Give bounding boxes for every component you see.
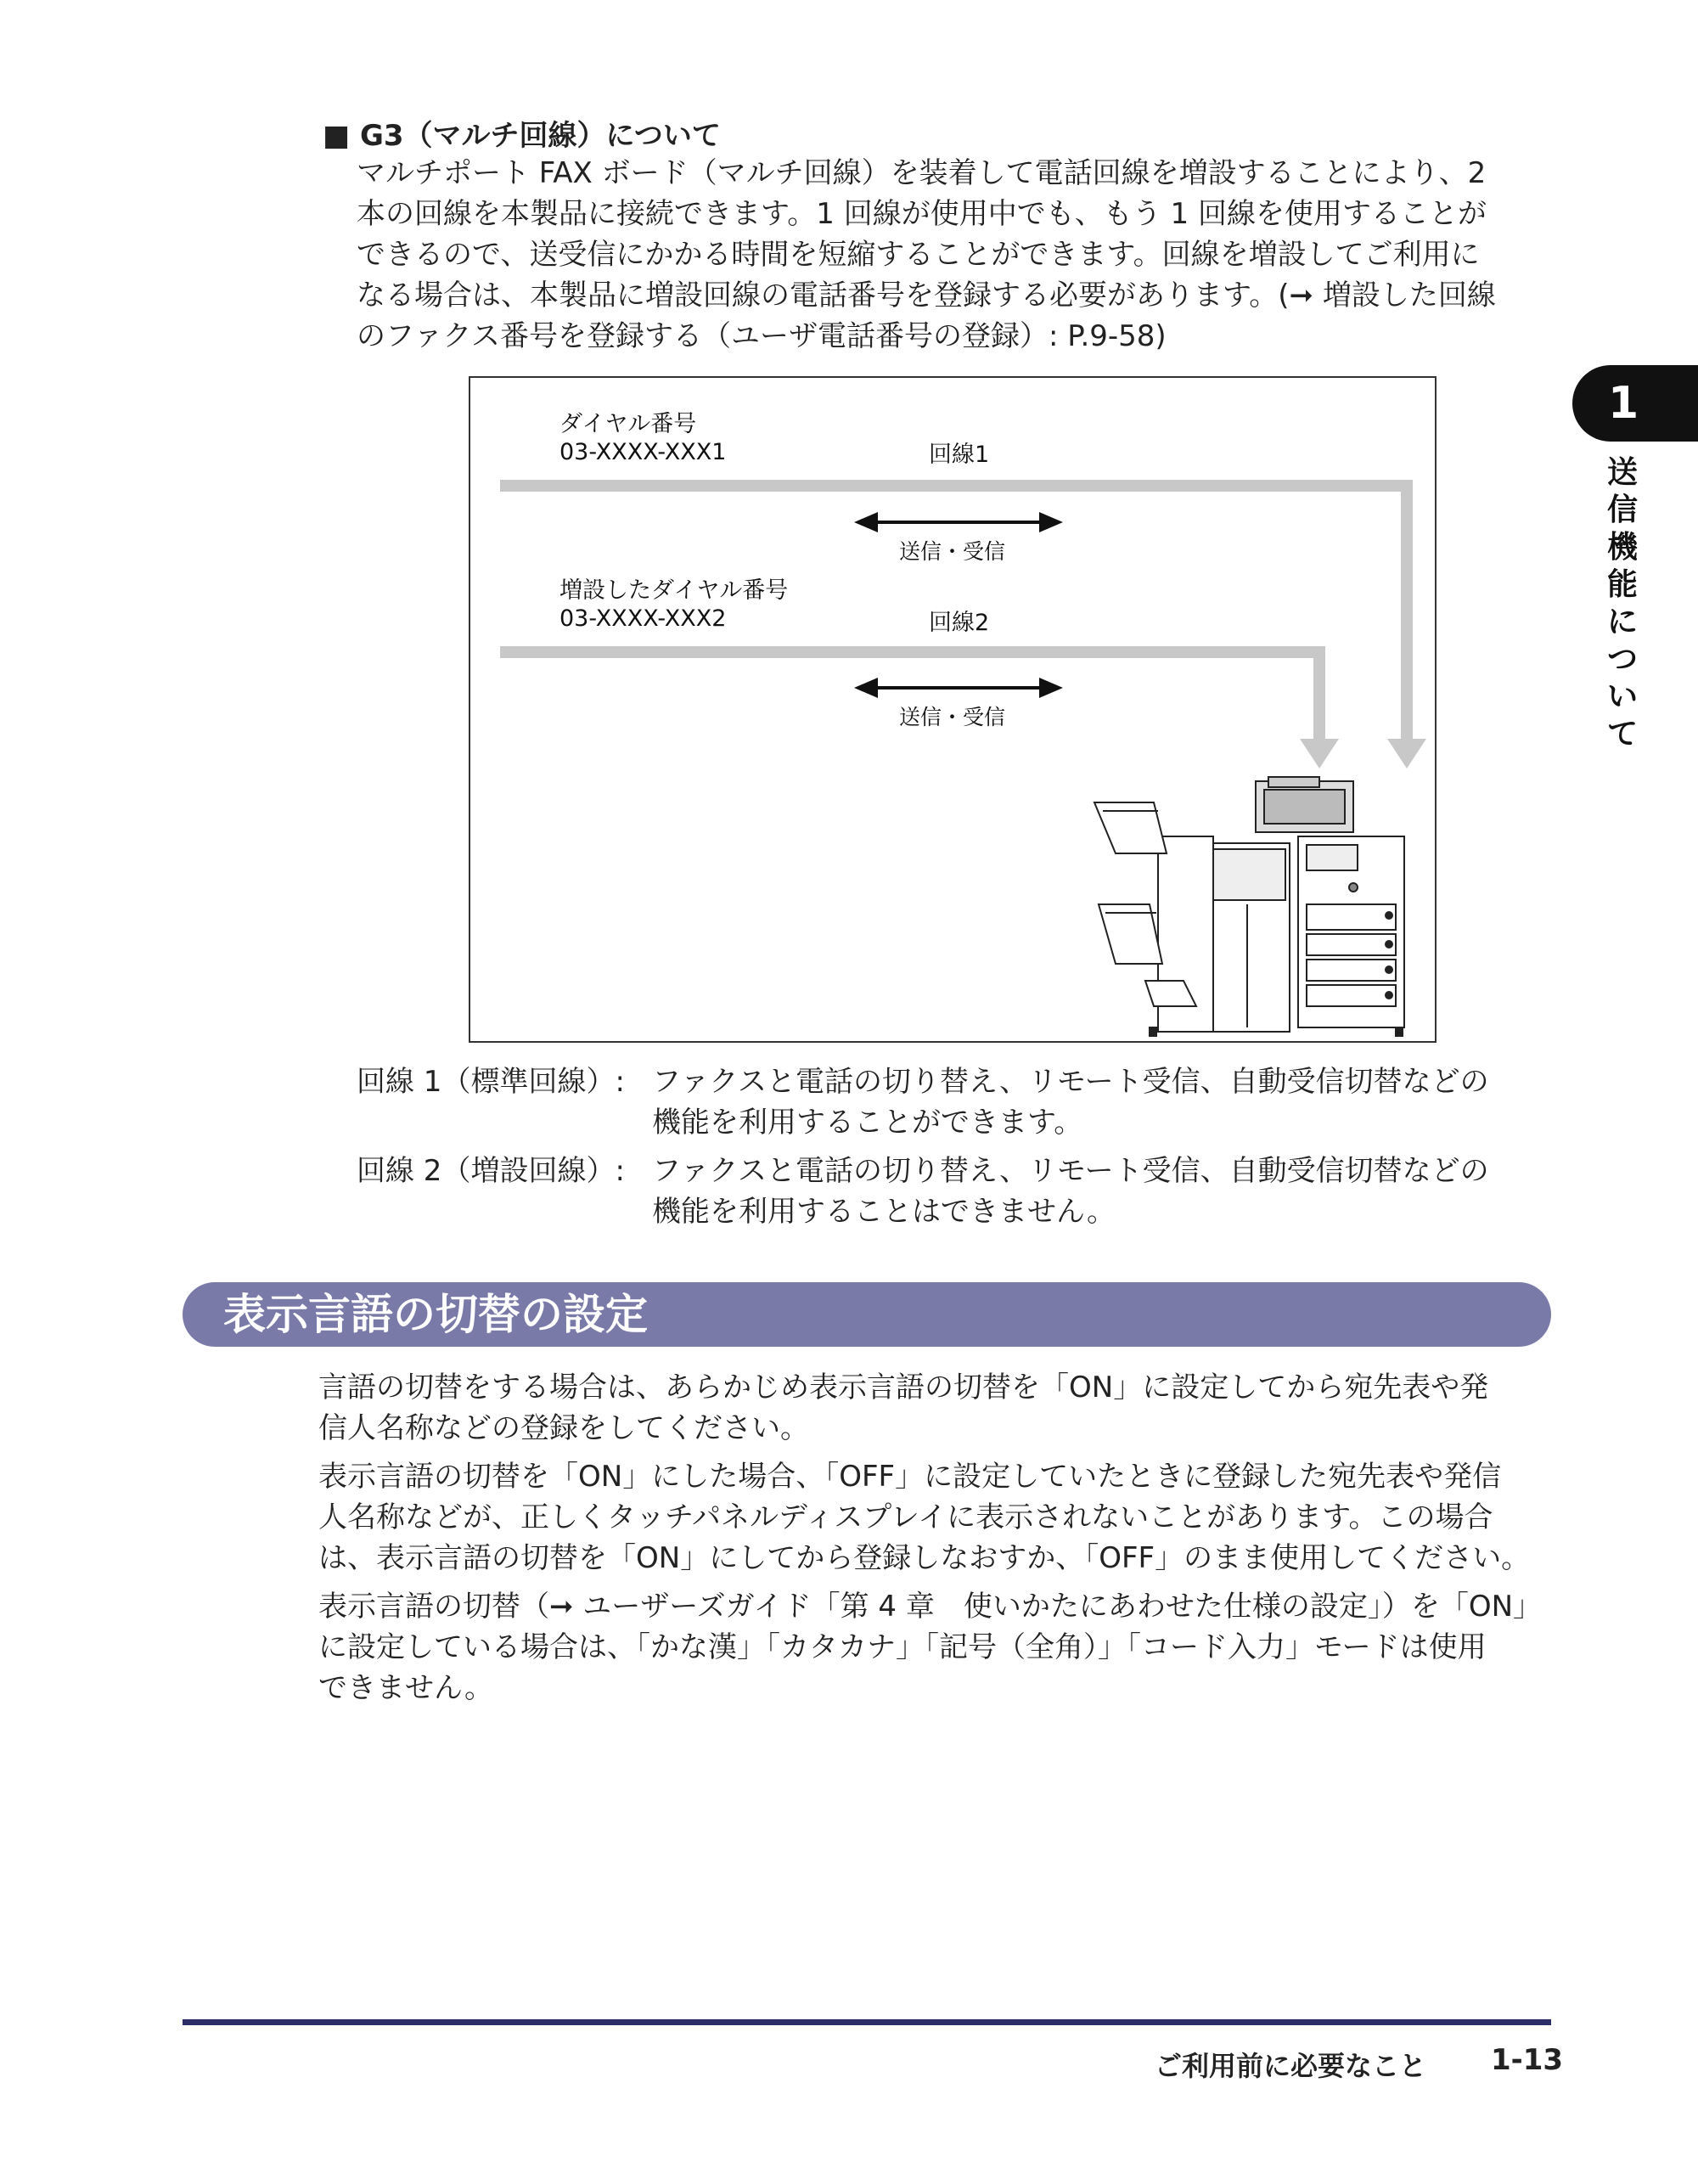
g3-paragraph-line: 本の回線を本製品に接続できます。1 回線が使用中でも、もう 1 回線を使用することが bbox=[357, 197, 1487, 231]
chapter-number: 1 bbox=[1608, 378, 1639, 429]
paragraph-line: は、表示言語の切替を「ON」にしてから登録しなおすか、「OFF」のまま使用してください。 bbox=[318, 1541, 1531, 1575]
paragraph-line: できません。 bbox=[318, 1671, 494, 1705]
line2-name: 回線2 bbox=[929, 610, 990, 636]
paragraph-line: に設定している場合は、「かな漢」「カタカナ」「記号（全角）」「コード入力」モードは使用 bbox=[318, 1630, 1487, 1664]
line1-note-text: 機能を利用することができます。 bbox=[652, 1106, 1083, 1140]
line1-note-label: 回線 1（標準回線）: bbox=[357, 1065, 625, 1099]
language-paragraph-2 bbox=[318, 1456, 1554, 1579]
multi-line-diagram bbox=[469, 376, 1437, 1043]
line1-direction-label: 送信・受信 bbox=[899, 539, 1006, 564]
paragraph-line: 言語の切替をする場合は、あらかじめ表示言語の切替を「ON」に設定してから宛先表や発 bbox=[318, 1371, 1489, 1404]
paragraph-line: 信人名称などの登録をしてください。 bbox=[318, 1411, 809, 1445]
paragraph-line: 表示言語の切替を「ON」にした場合、「OFF」に設定していたときに登録した宛先表や発信 bbox=[318, 1460, 1502, 1494]
line1-caption: ダイヤル番号 bbox=[559, 411, 697, 437]
paragraph-line: 人名称などが、正しくタッチパネルディスプレイに表示されないことがあります。この場合 bbox=[318, 1500, 1493, 1534]
line1-note-text: ファクスと電話の切り替え、リモート受信、自動受信切替などの bbox=[652, 1065, 1489, 1099]
line1-name: 回線1 bbox=[929, 442, 990, 468]
line2-bidirectional-arrow-icon bbox=[854, 678, 1063, 698]
line2-note-text: ファクスと電話の切り替え、リモート受信、自動受信切替などの bbox=[652, 1154, 1489, 1188]
section-banner bbox=[183, 1282, 1551, 1347]
line1-bidirectional-arrow-icon bbox=[854, 512, 1063, 532]
g3-paragraph-line: マルチポート FAX ボード（マルチ回線）を装着して電話回線を増設することにより、2 bbox=[357, 156, 1487, 190]
chapter-side-title: 送信機能について bbox=[1606, 455, 1638, 751]
line2-direction-label: 送信・受信 bbox=[899, 705, 1006, 729]
g3-paragraph-line: なる場合は、本製品に増設回線の電話番号を登録する必要があります。(➞ 増設した回線 bbox=[357, 279, 1496, 312]
footer-rule bbox=[183, 2019, 1551, 2025]
language-paragraph-1 bbox=[318, 1367, 1554, 1449]
g3-paragraph-line: できるので、送受信にかかる時間を短縮することができます。回線を増設してご利用に bbox=[357, 238, 1480, 272]
g3-paragraph bbox=[357, 153, 1554, 357]
line2-note-text: 機能を利用することはできません。 bbox=[652, 1195, 1116, 1229]
section-title: 表示言語の切替の設定 bbox=[223, 1290, 648, 1339]
chapter-tab bbox=[1572, 365, 1698, 442]
line1-number: 03-XXXX-XXX1 bbox=[559, 439, 727, 465]
page-number: 1-13 bbox=[1491, 2043, 1564, 2077]
line2-note-label: 回線 2（増設回線）: bbox=[357, 1154, 625, 1188]
section-heading-g3: ■ G3（マルチ回線）について bbox=[323, 119, 721, 153]
paragraph-line: 表示言語の切替（➞ ユーザーズガイド「第 4 章 使いかたにあわせた仕様の設定」）を「ON」 bbox=[318, 1590, 1543, 1624]
line2-number: 03-XXXX-XXX2 bbox=[559, 605, 727, 632]
line2-caption: 増設したダイヤル番号 bbox=[559, 577, 789, 604]
multifunction-printer-icon bbox=[1094, 777, 1404, 1036]
footer-title: ご利用前に必要なこと bbox=[1155, 2050, 1427, 2082]
language-paragraph-3 bbox=[318, 1586, 1554, 1708]
g3-paragraph-line: のファクス番号を登録する（ユーザ電話番号の登録）: P.9-58) bbox=[357, 319, 1167, 353]
